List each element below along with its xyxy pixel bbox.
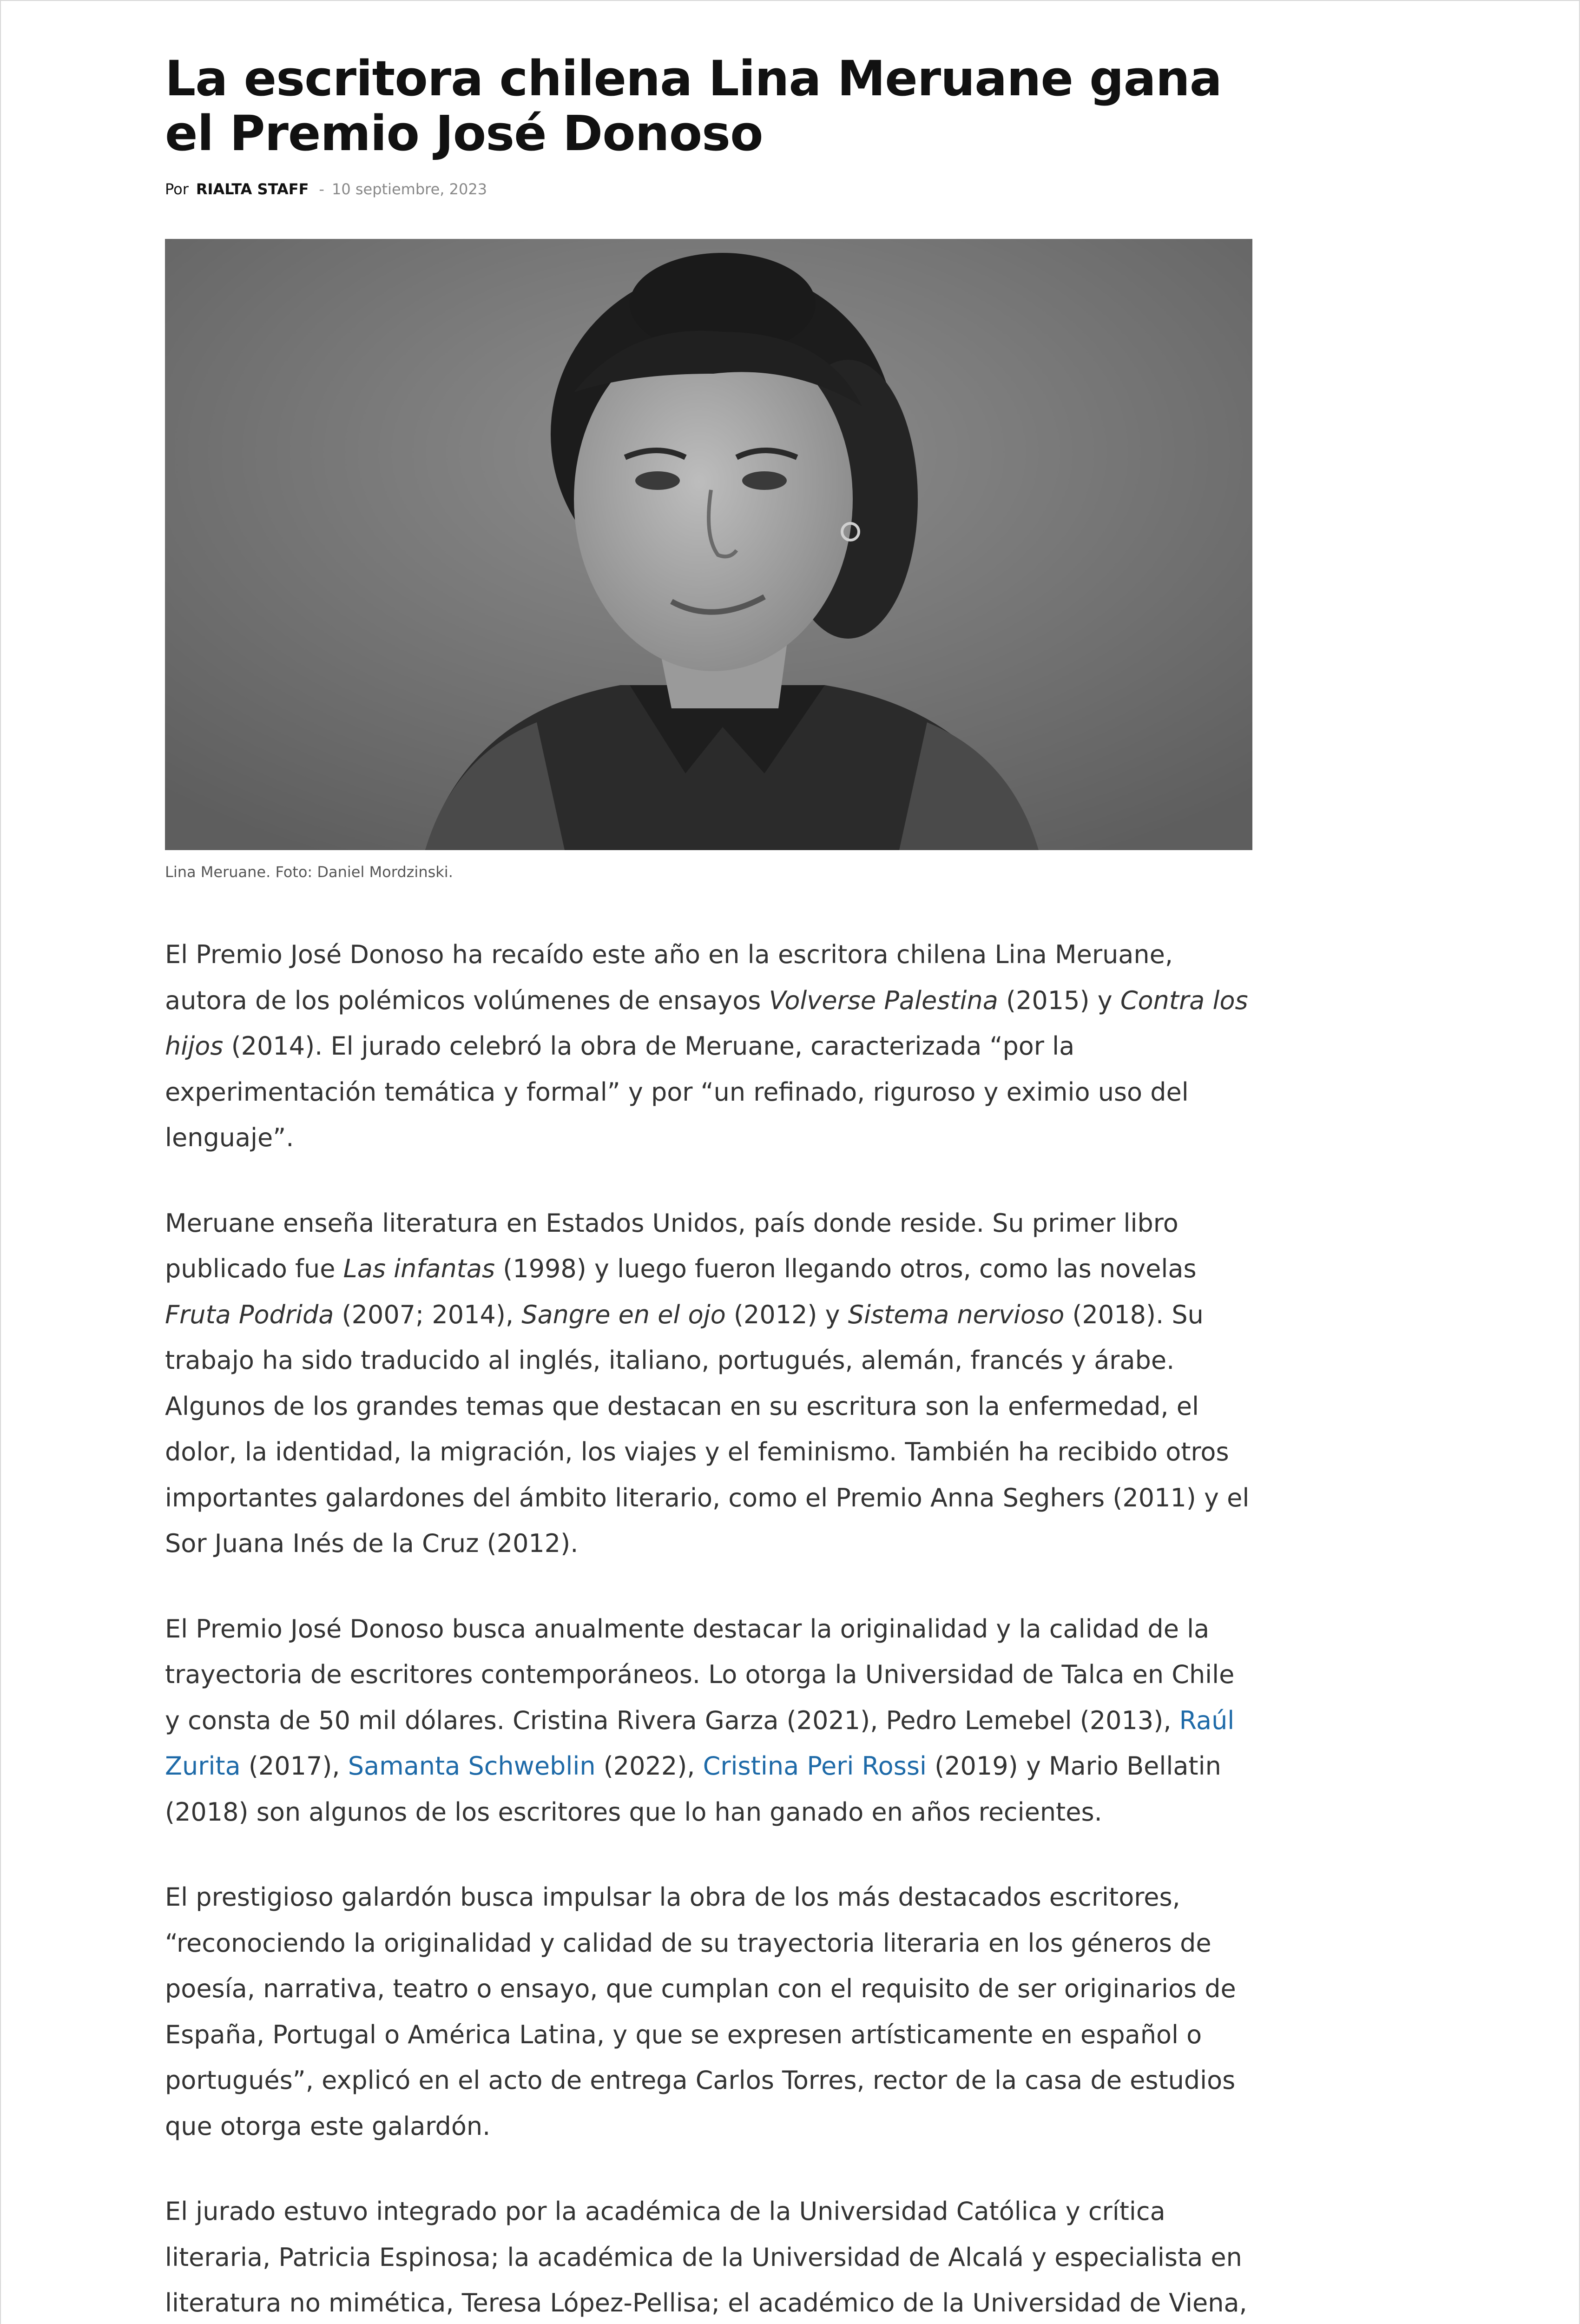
book-title: Las infantas [343,1254,495,1283]
paragraph-text: (2018). Su trabajo ha sido traducido al inglés, italiano, portugués, alemán, francés y árabe. Algunos de los grandes temas que destacan en su escritura son la enfermedad, el dolor, la identidad, la migración, los viajes y el feminismo. También ha recibido otros importantes galardones del ámbito literario, como el Premio Anna Seghers (2011) y el Sor Juana Inés de la Cruz (2012). [165,1300,1250,1558]
paragraph-text: (2019) y Mario Bellatin (2018) son algunos de los escritores que lo han ganado en años recientes. [165,1751,1221,1827]
paragraph-1 [165,932,1252,1161]
link-samanta-schweblin[interactable]: Samanta Schweblin [348,1751,596,1781]
author-photo [165,239,1252,850]
paragraph-text: (2017), [240,1751,348,1781]
book-title: Volverse Palestina [769,985,998,1015]
publish-date: 10 septiembre, 2023 [331,180,487,198]
image-caption: Lina Meruane. Foto: Daniel Mordzinski. [165,863,453,881]
paragraph-text: (2014). El jurado celebró la obra de Meruane, caracterizada “por la experimentación temática y formal” y por “un refinado, riguroso y eximio uso del lenguaje”. [165,1031,1189,1152]
paragraph-text: (1998) y luego fueron llegando otros, como las novelas [495,1254,1197,1283]
book-title: Sangre en el ojo [521,1300,726,1329]
author-link[interactable]: RIALTA STAFF [196,180,309,198]
article-title: La escritora chilena Lina Meruane gana el Premio José Donoso [165,50,1222,162]
byline [165,180,1252,198]
paragraph-text: Meruane enseña literatura en Estados Unidos, país donde reside. Su primer libro publicado fue [165,1208,1178,1283]
link-cristina-peri-rossi[interactable]: Cristina Peri Rossi [703,1751,927,1781]
book-title: Sistema nervioso [848,1300,1065,1329]
paragraph-text: (2007; 2014), [334,1300,522,1329]
paragraph-text: (2012) y [725,1300,848,1329]
byline-prefix: Por [165,180,189,198]
book-title: Contra los hijos [165,985,1248,1061]
paragraph-2 [165,1201,1252,1567]
paragraph-5 [165,2189,1252,2324]
byline-separator: - [319,180,324,198]
article-figure [165,239,1252,881]
paragraph-text: El jurado estuvo integrado por la académica de la Universidad Católica y crítica literaria, Patricia Espinosa; la académica de la Universidad de Alcalá y especialista en literatura no mimética, Teresa López-Pellisa; el académico de la Universidad de Viena, [165,2197,1247,2317]
article [165,51,1252,2324]
paragraph-4: El prestigioso galardón busca impulsar la obra de los más destacados escritores, “reconociendo la originalidad y calidad de su trayectoria literaria en los géneros de poesía, narrativa, teatro o ensayo, que cumplan con el requisito de ser originarios de España, Portugal o América Latina, y que se expresen artísticamente en español o portugués”, explicó en el acto de entrega Carlos Torres, rector de la casa de estudios que otorga este galardón. [165,1882,1236,2141]
portrait-illustration [165,239,1252,850]
paragraph-text: (2022), [595,1751,703,1781]
paragraph-text: (2015) y [998,985,1120,1015]
paragraph-text: El Premio José Donoso busca anualmente destacar la originalidad y la calidad de la trayectoria de escritores contemporáneos. Lo otorga la Universidad de Talca en Chile y consta de 50 mil dólares. Cristina Rivera Garza (2021), Pedro Lemebel (2013), [165,1614,1235,1735]
article-body [165,932,1252,2324]
link-raul-zurita[interactable]: Raúl Zurita [165,1705,1235,1781]
paragraph-3 [165,1606,1252,1835]
book-title: Fruta Podrida [165,1300,334,1329]
paragraph-text: El Premio José Donoso ha recaído este año en la escritora chilena Lina Meruane, autora de los polémicos volúmenes de ensayos [165,940,1173,1015]
